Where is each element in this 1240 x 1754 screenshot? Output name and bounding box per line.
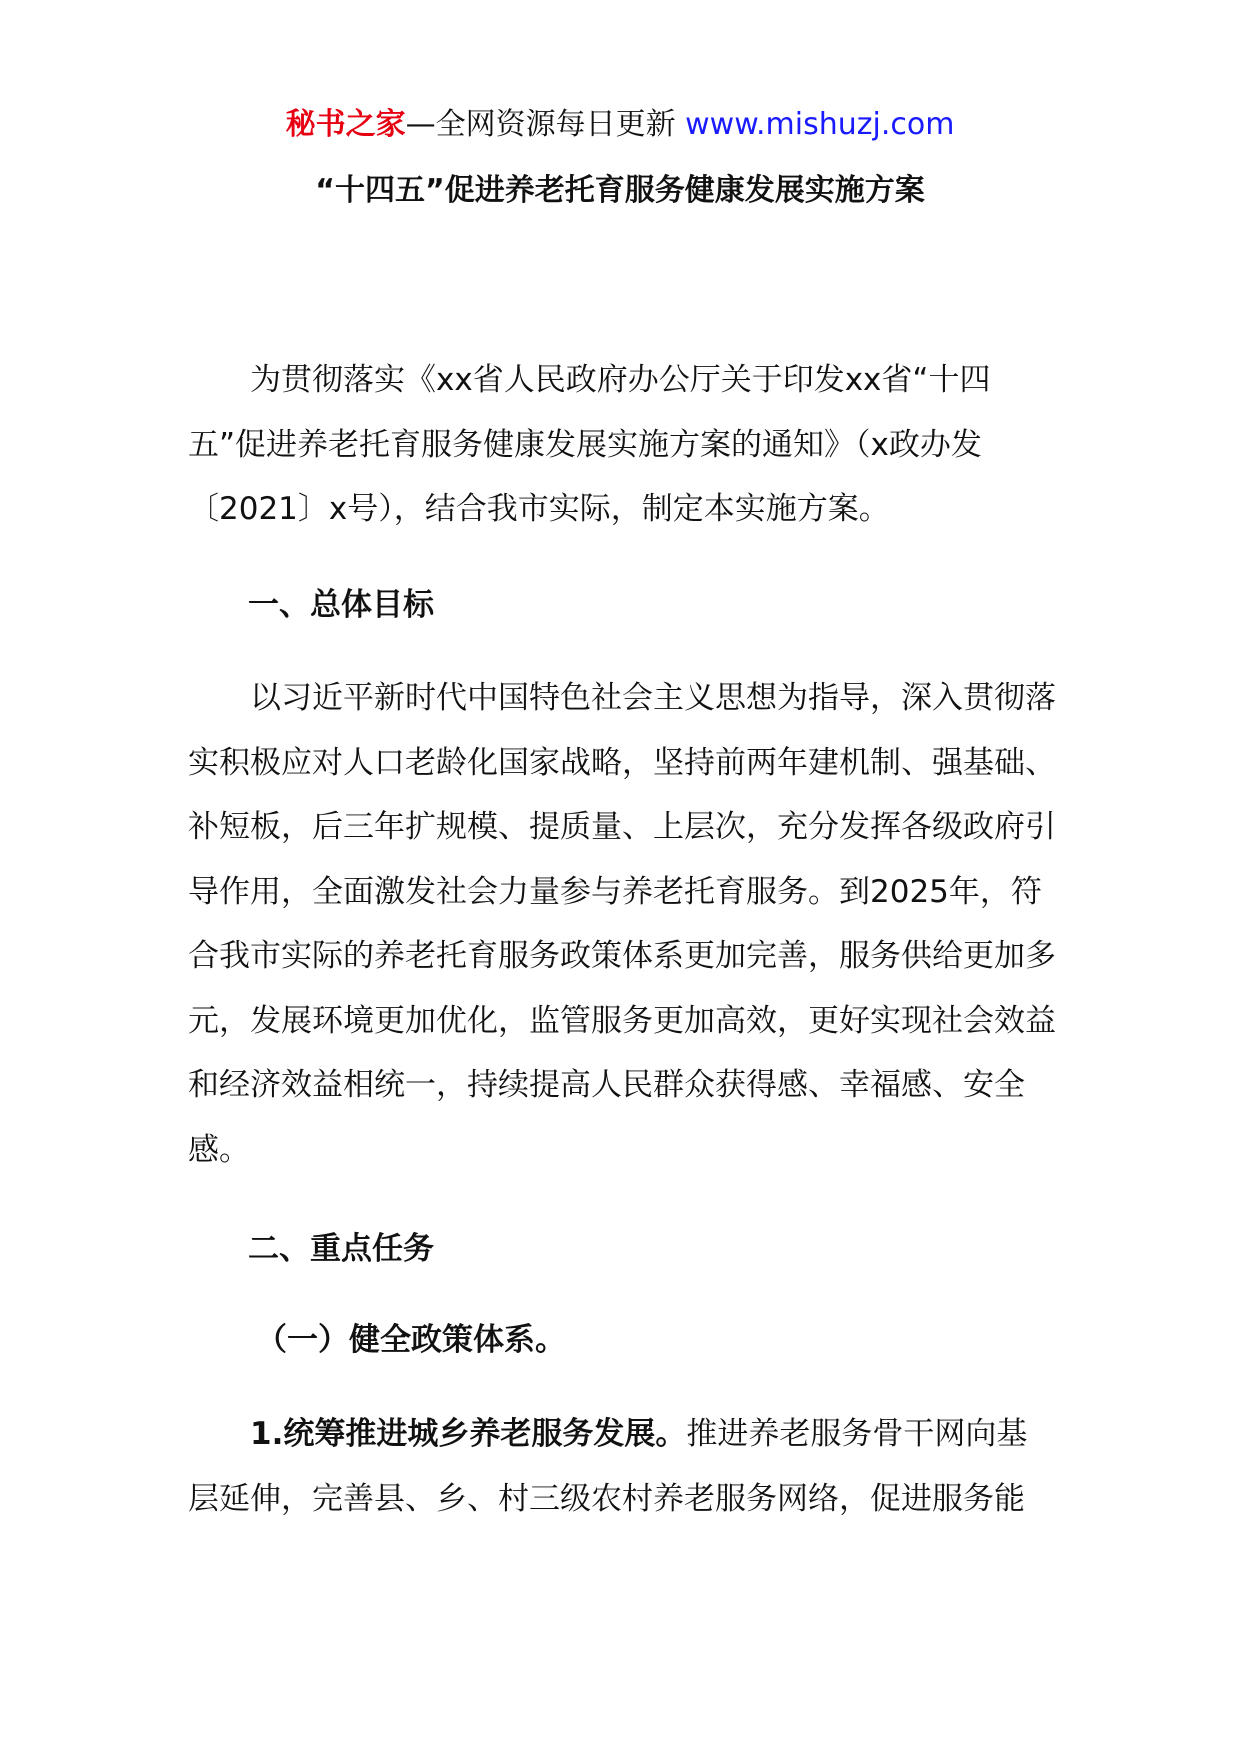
intro-paragraph: 为贯彻落实《xx省人民政府办公厅关于印发xx省“十四五”促进养老托育服务健康发展实施方案的通知》（x政办发〔2021〕x号），结合我市实际，制定本实施方案。: [188, 362, 991, 527]
banner-url-link[interactable]: www.mishuzj.com: [685, 107, 955, 142]
brand-name: 秘书之家: [285, 107, 406, 142]
banner-slogan: —全网资源每日更新: [405, 107, 676, 142]
task-item-body: 推进养老服务骨干网向基层延伸，完善县、乡、村三级农村养老服务网络，促进服务能: [188, 1416, 1028, 1517]
goal-paragraph: 以习近平新时代中国特色社会主义思想为指导，深入贯彻落实积极应对人口老龄化国家战略，坚持前两年建机制、强基础、补短板，后三年扩规模、提质量、上层次，充分发挥各级政府引导作用，全面激发社会力量参与养老托育服务。到2025年，符合我市实际的养老托育服务政策体系更加完善，服务供给更加多元，发展环境更加优化，监管服务更加高效，更好实现社会效益和经济效益相统一，持续提高人民群众获得感、幸福感、安全感。: [188, 680, 1056, 1168]
subsection-heading-policy-system: （一）健全政策体系。: [256, 1322, 566, 1358]
document-title: “十四五”促进养老托育服务健康发展实施方案: [315, 173, 925, 208]
task-item-lead: 1.统筹推进城乡养老服务发展。: [250, 1416, 687, 1452]
header-banner: [0, 100, 1240, 150]
task-item-paragraph: [188, 1402, 1056, 1531]
section-heading-key-tasks: 二、重点任务: [248, 1231, 434, 1267]
section-heading-overall-goal: 一、总体目标: [248, 587, 434, 623]
